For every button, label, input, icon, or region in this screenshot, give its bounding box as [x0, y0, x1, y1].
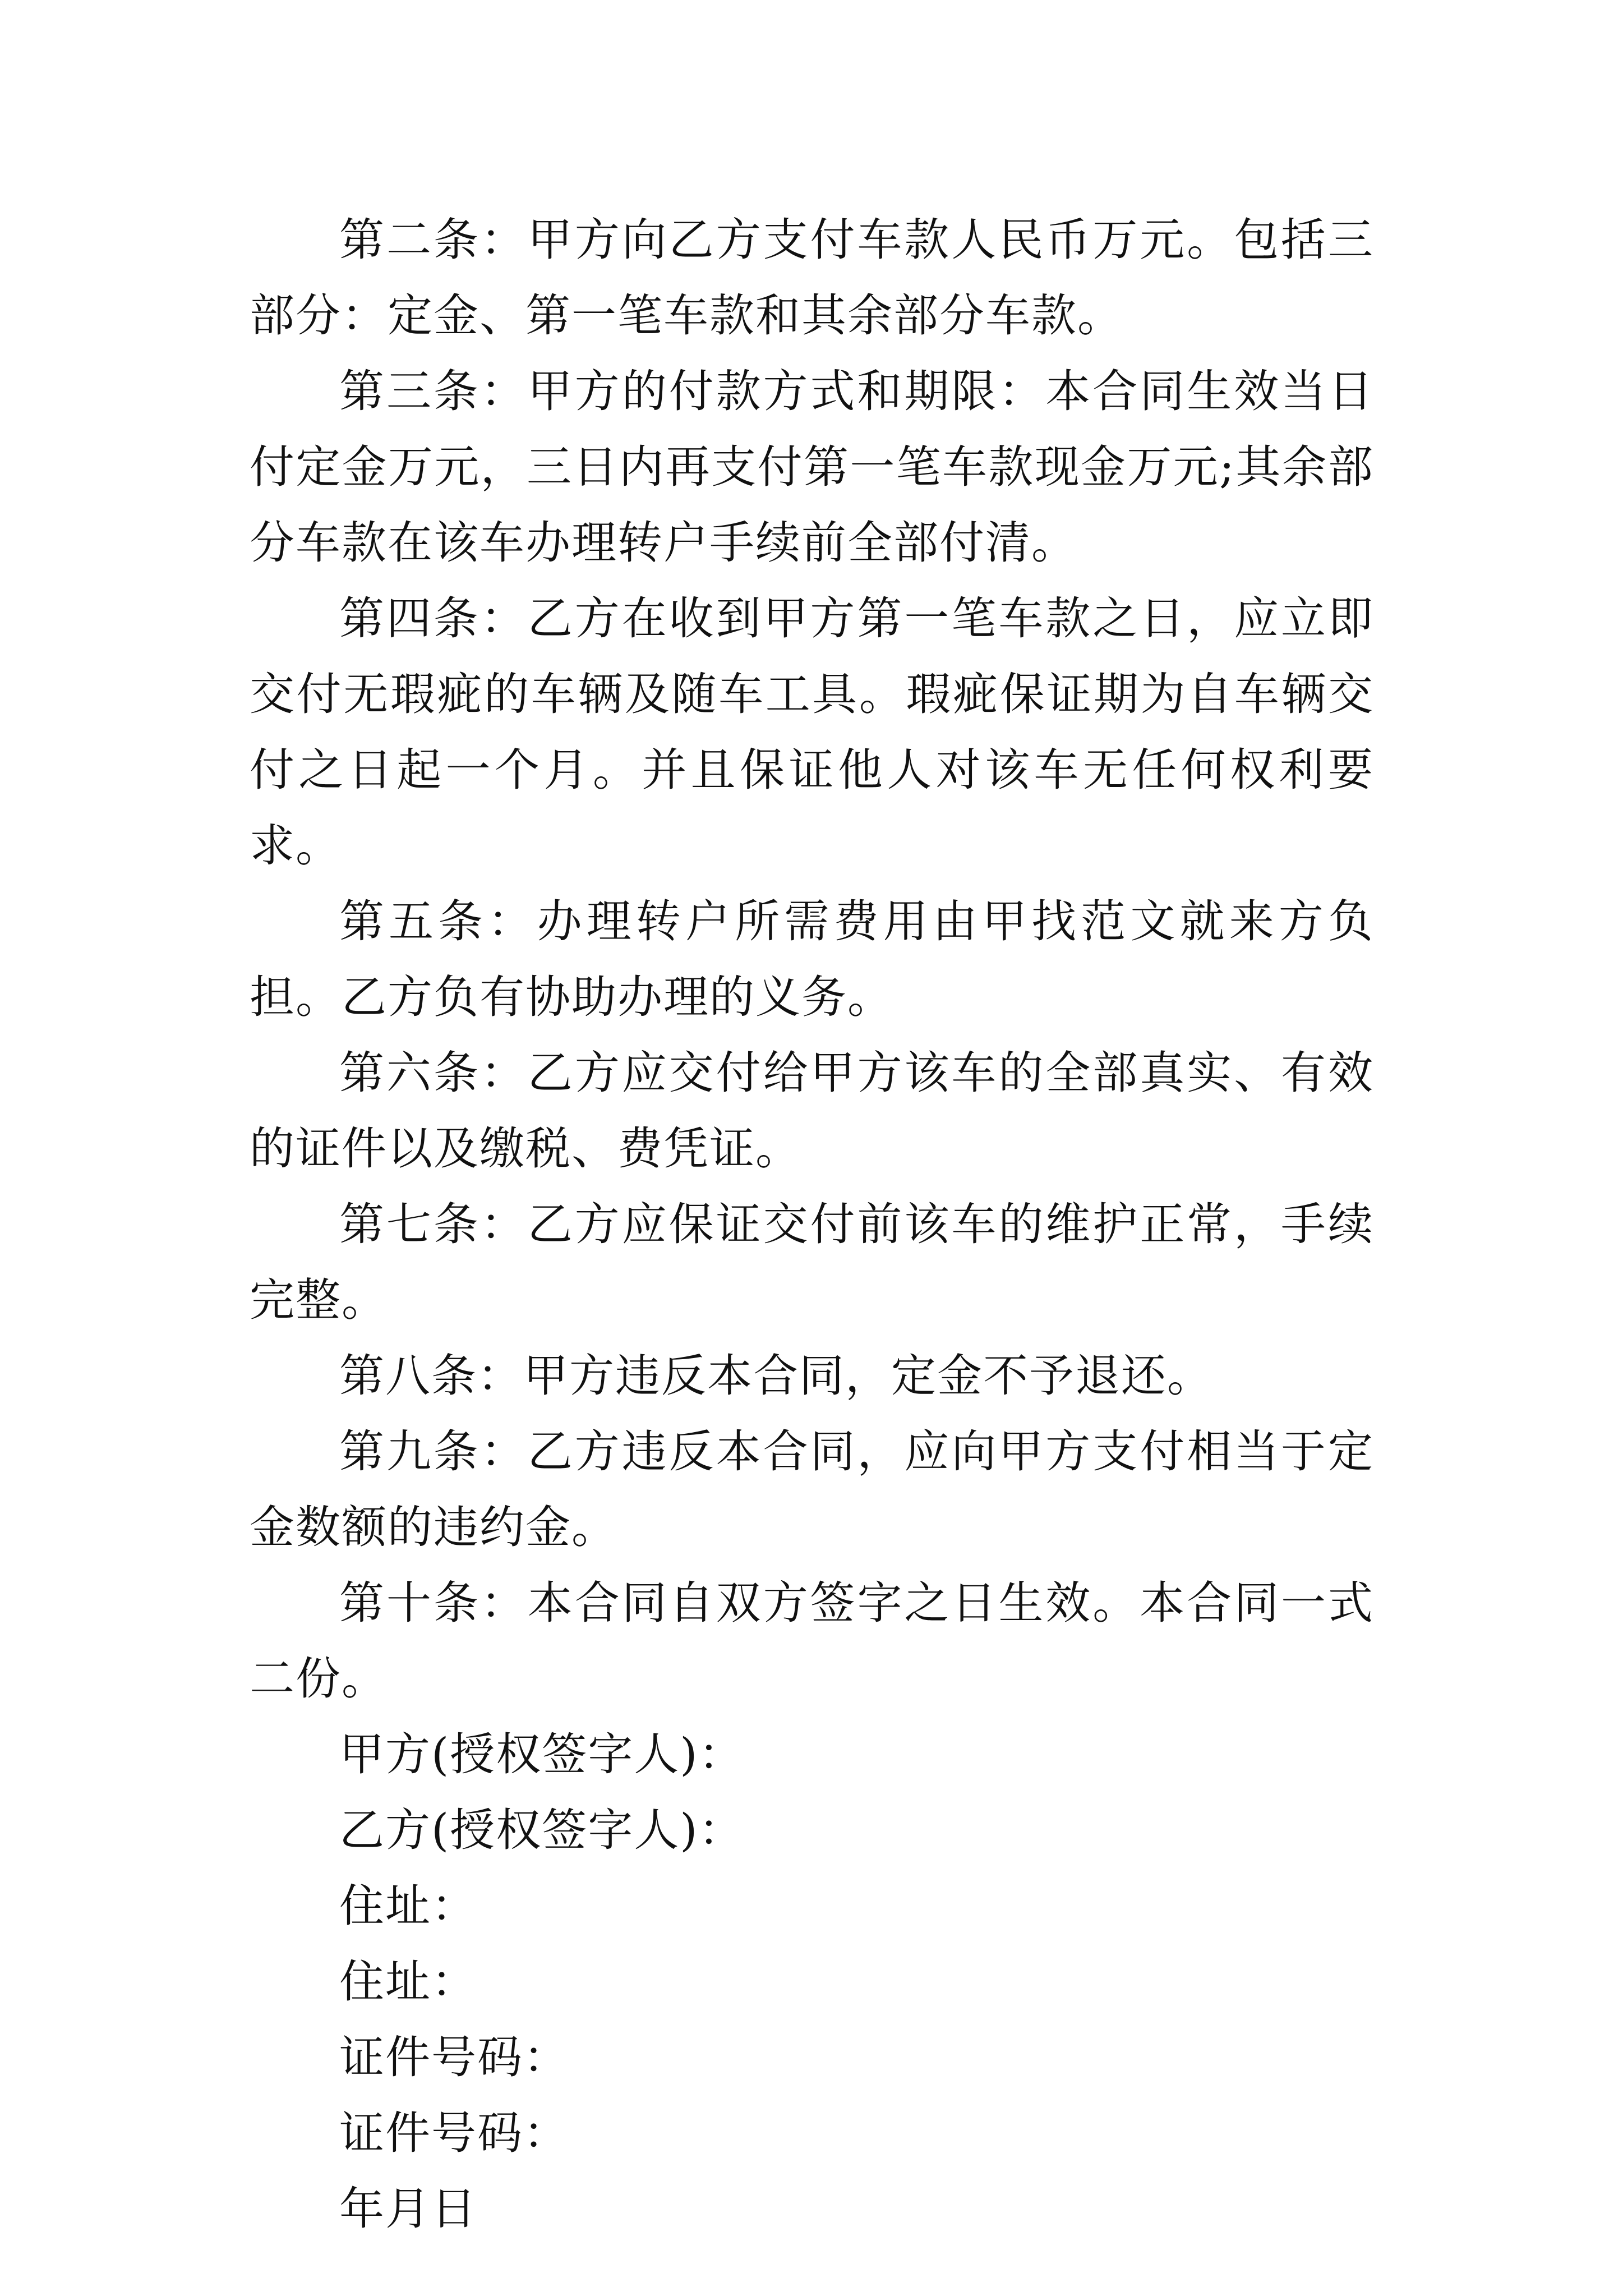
clause-8: 第八条：甲方违反本合同，定金不予退还。 [339, 1350, 1213, 1402]
clause-6: 第六条：乙方应交付给甲方该车的全部真实、有效的证件以及缴税、费凭证。 [250, 1047, 1374, 1175]
contract-body [250, 202, 1374, 2247]
party-b-id-label: 证件号码： [339, 2107, 569, 2159]
party-a-address-label: 住址： [339, 1880, 477, 1932]
clause-2: 第二条：甲方向乙方支付车款人民币万元。包括三部分：定金、第一笔车款和其余部分车款。 [250, 214, 1374, 342]
party-a-id-label: 证件号码： [339, 2031, 569, 2083]
party-a-signature-label: 甲方(授权签字人)： [339, 1728, 745, 1780]
clause-9: 第九条：乙方违反本合同，应向甲方支付相当于定金数额的违约金。 [250, 1425, 1374, 1553]
party-b-address-label: 住址： [339, 1955, 477, 2008]
clause-3: 第三条：甲方的付款方式和期限：本合同生效当日付定金万元，三日内再支付第一笔车款现金万元;其余部分车款在该车办理转户手续前全部付清。 [250, 365, 1374, 569]
clause-7: 第七条：乙方应保证交付前该车的维护正常，手续完整。 [250, 1198, 1374, 1326]
clause-10: 第十条：本合同自双方签字之日生效。本合同一式二份。 [250, 1577, 1374, 1705]
clause-5: 第五条：办理转户所需费用由甲找范文就来方负担。乙方负有协助办理的义务。 [250, 895, 1374, 1023]
clause-4: 第四条：乙方在收到甲方第一笔车款之日，应立即交付无瑕疵的车辆及随车工具。瑕疵保证期为自车辆交付之日起一个月。并且保证他人对该车无任何权利要求。 [250, 592, 1374, 872]
party-b-signature-label: 乙方(授权签字人)： [339, 1804, 745, 1856]
date-label: 年月日 [339, 2183, 477, 2235]
